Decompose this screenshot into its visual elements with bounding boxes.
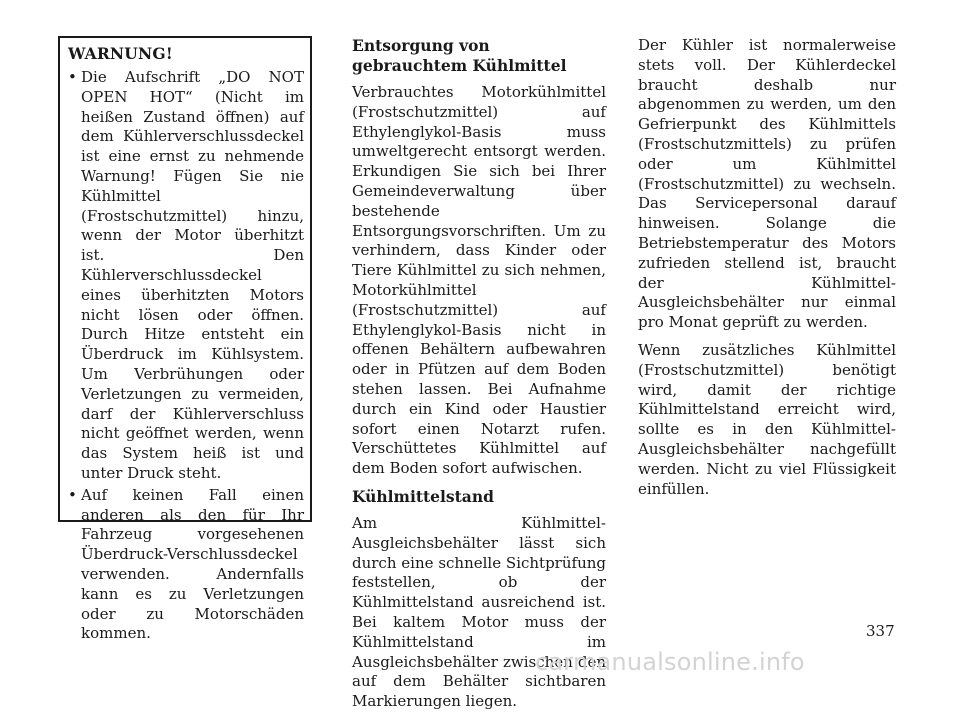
warning-item-text: Die Aufschrift „DO NOT OPEN HOT“ (Nicht im heißen Zustand öffnen) auf dem Kühlerverschlussdeckel ist eine ernst zu nehmende Warnung! Fügen Sie nie Kühlmittel (Frostschutzmittel) hinzu, wenn der Motor überhitzt ist. Den Kühlerverschlussdeckel eines überhitzten Motors nicht lösen oder öffnen. Durch Hitze entsteht ein Überdruck im Kühlsystem. Um Verbrühungen oder Verletzungen zu vermeiden, darf der Kühlerverschluss nicht geöffnet werden, wenn das System heiß ist und unter Druck steht.	[81, 68, 304, 482]
warning-title: WARNUNG!	[68, 44, 173, 63]
column-right	[638, 36, 896, 507]
warning-item	[68, 486, 304, 644]
watermark: carmanualsonline.info	[535, 648, 805, 676]
warning-list	[68, 68, 304, 644]
paragraph-refill: Wenn zusätzliches Kühlmittel (Frostschutzmittel) benötigt wird, damit der richtige Kühlmittelstand erreicht wird, sollte es in den Kühlmittel-Ausgleichsbehälter nachgefüllt werden. Nicht zu viel Flüssigkeit einfüllen.	[638, 340, 896, 498]
heading-coolant-level: Kühlmittelstand	[352, 486, 494, 506]
paragraph-disposal: Verbrauchtes Motorkühlmittel (Frostschutzmittel) auf Ethylenglykol-Basis muss umweltgerecht entsorgt werden. Erkundigen Sie sich bei Ihrer Gemeindeverwaltung über bestehende Entsorgungsvorschriften. Um zu verhindern, dass Kinder oder Tiere Kühlmittel zu sich nehmen, Motorkühlmittel (Frostschutzmittel) auf Ethylenglykol-Basis nicht in offenen Behältern aufbewahren oder in Pfützen auf dem Boden stehen lassen. Bei Aufnahme durch ein Kind oder Haustier sofort einen Notarzt rufen. Verschüttetes Kühlmittel auf dem Boden sofort aufwischen.	[352, 83, 606, 478]
heading-disposal: Entsorgung von gebrauchtem Kühlmittel	[352, 36, 567, 75]
page-number: 337	[866, 622, 895, 640]
column-middle	[352, 36, 606, 720]
bullet-icon: •	[68, 68, 77, 86]
warning-item-text: Auf keinen Fall einen anderen als den für Ihr Fahrzeug vorgesehenen Überdruck-Verschlussdeckel verwenden. Andernfalls kann es zu Verletzungen oder zu Motorschäden kommen.	[81, 485, 304, 643]
paragraph-coolant-level: Am Kühlmittel-Ausgleichsbehälter lässt sich durch eine schnelle Sichtprüfung feststellen, ob der Kühlmittelstand ausreichend ist. Bei kaltem Motor muss der Kühlmittelstand im Ausgleichsbehälter zwischen den auf dem Behälter sichtbaren Markierungen liegen.	[352, 513, 606, 711]
warning-box	[58, 36, 312, 643]
warning-item	[68, 68, 304, 484]
paragraph-radiator: Der Kühler ist normalerweise stets voll. Der Kühlerdeckel braucht deshalb nur abgenommen zu werden, um den Gefrierpunkt des Kühlmittels (Frostschutzmittels) zu prüfen oder um Kühlmittel (Frostschutzmittel) zu wechseln. Das Servicepersonal darauf hinweisen. Solange die Betriebstemperatur des Motors zufrieden stellend ist, braucht der Kühlmittel-Ausgleichsbehälter nur einmal pro Monat geprüft zu werden.	[638, 36, 896, 332]
bullet-icon: •	[68, 485, 77, 504]
